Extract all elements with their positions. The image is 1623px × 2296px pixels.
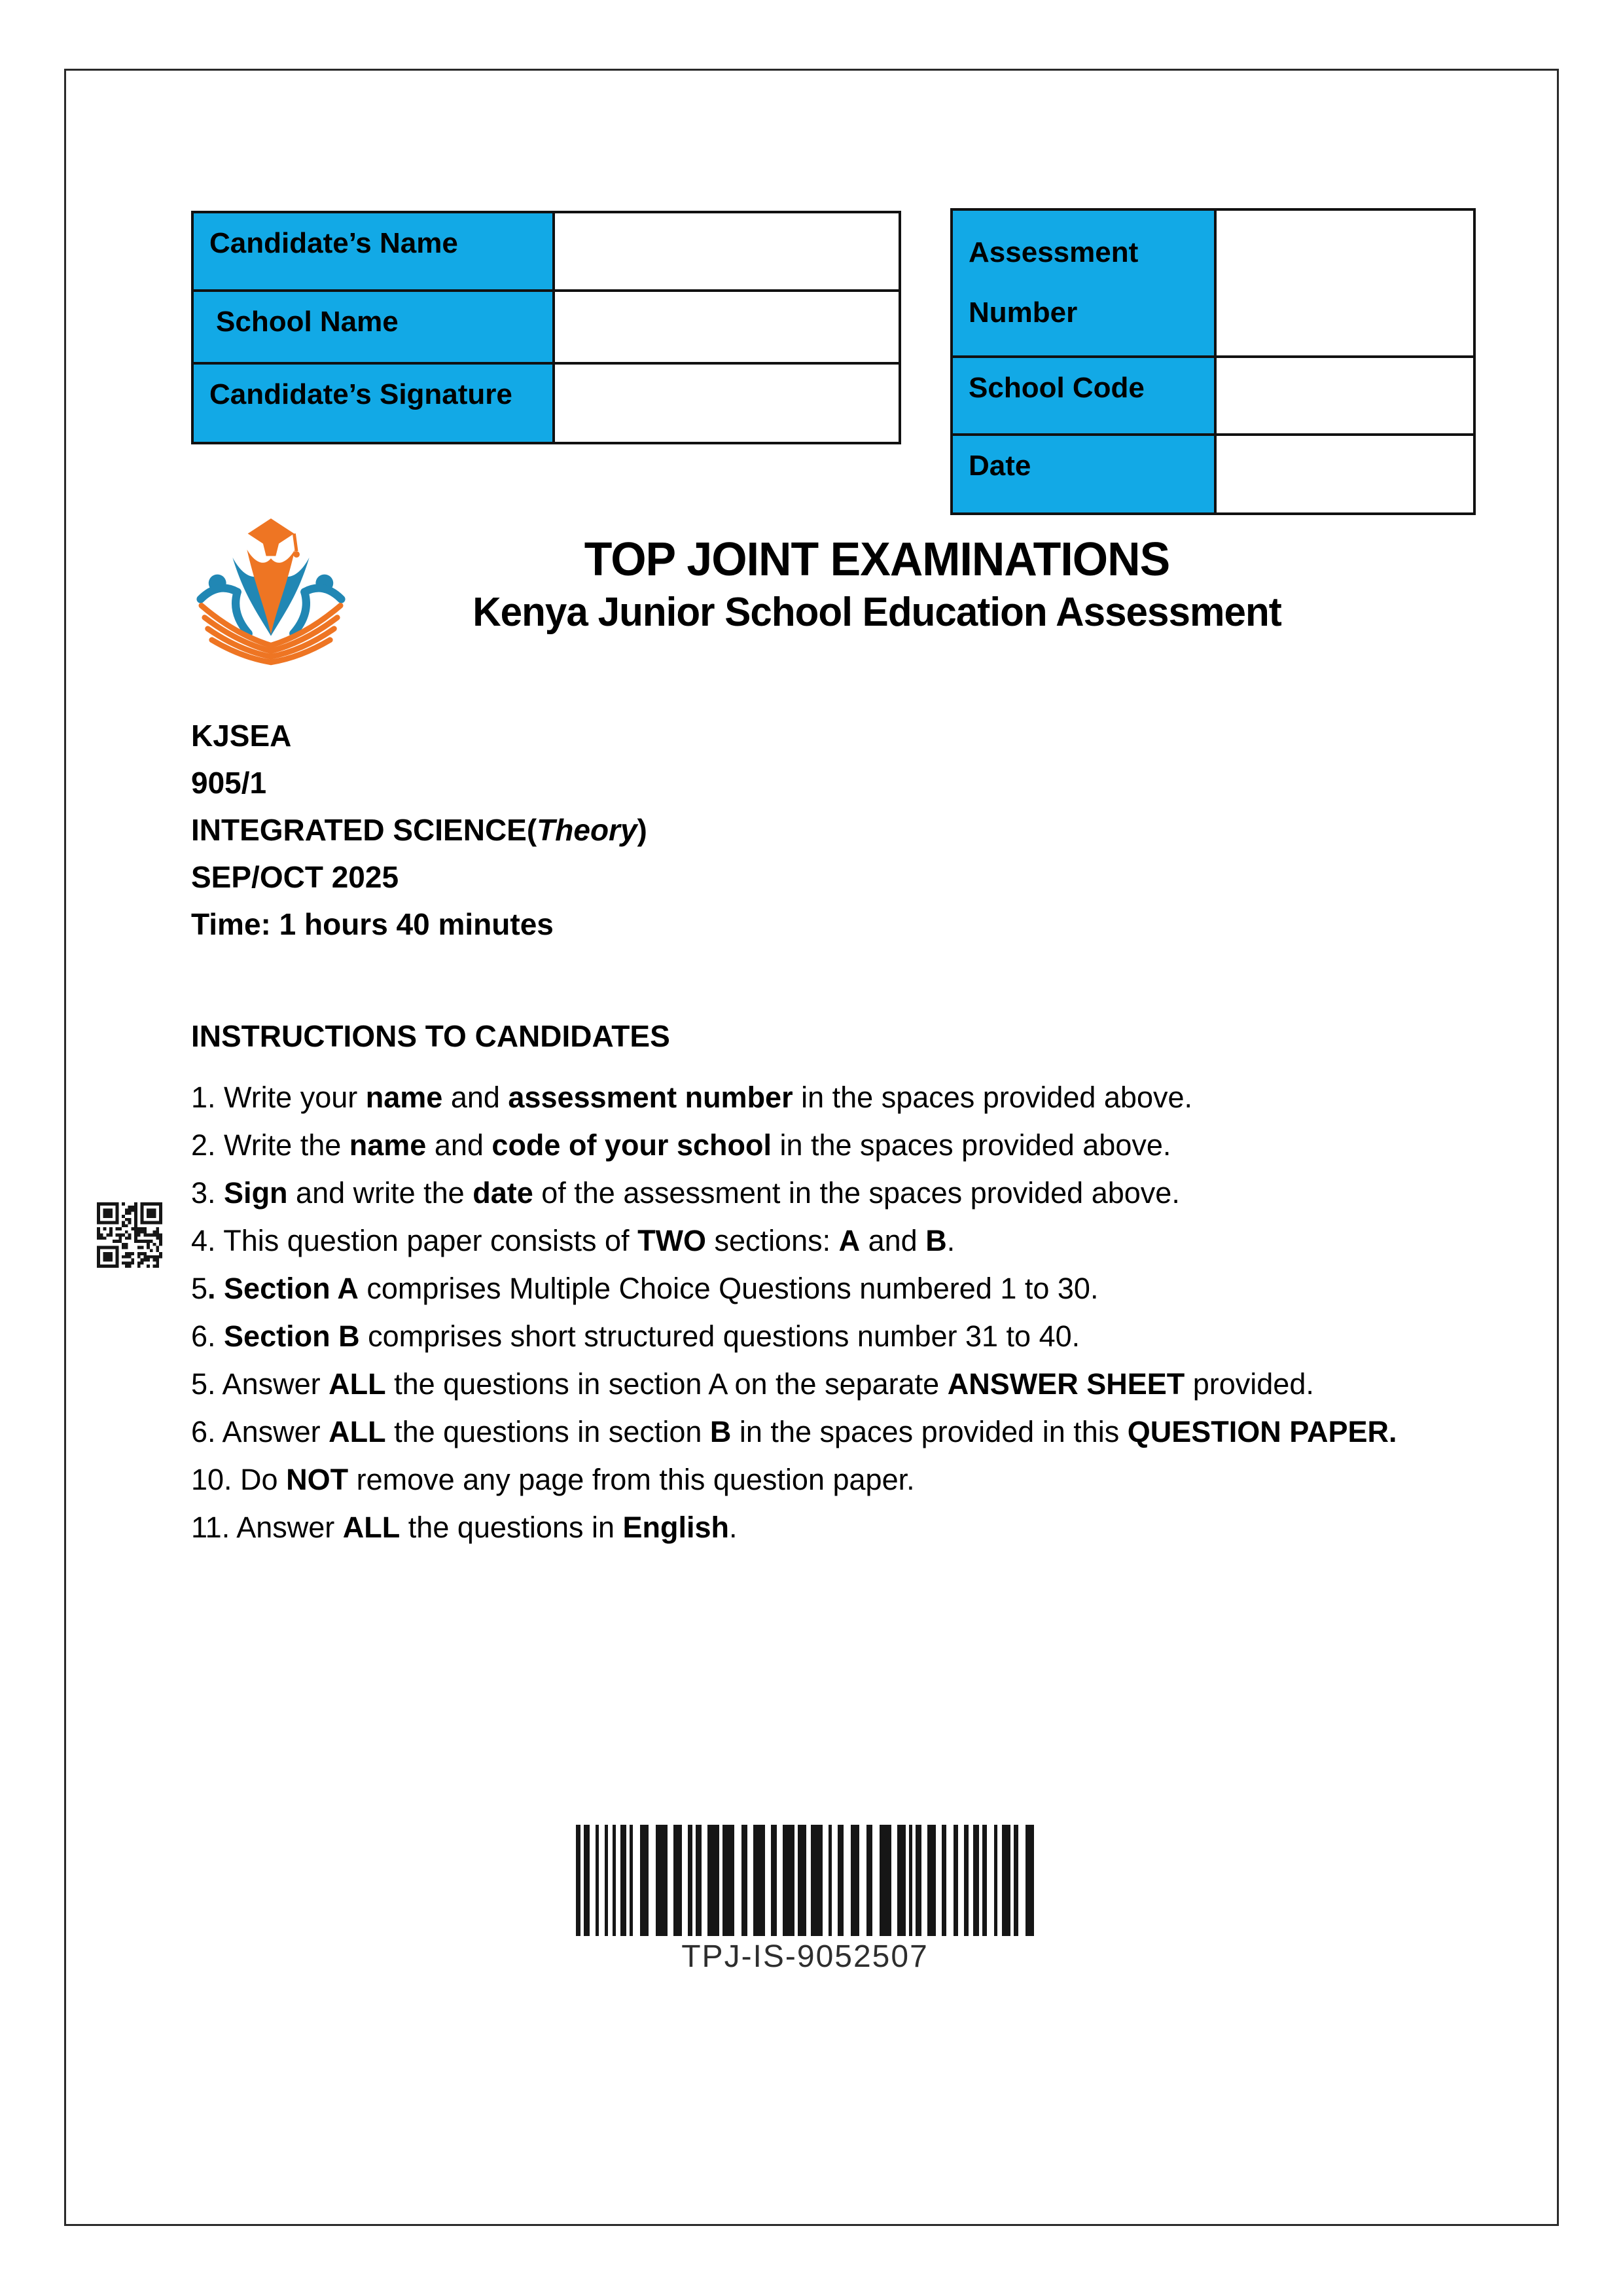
barcode-icon <box>576 1825 1034 1936</box>
header <box>294 531 1459 637</box>
candidate-name-field[interactable] <box>554 212 900 291</box>
date-field[interactable] <box>1215 435 1474 514</box>
candidate-name-label: Candidate’s Name <box>192 212 554 291</box>
barcode-block <box>576 1825 1034 1975</box>
school-code-field[interactable] <box>1215 357 1474 435</box>
exam-detail-line: KJSEA <box>191 719 292 753</box>
exam-detail-line: Time: 1 hours 40 minutes <box>191 907 554 941</box>
instructions-section <box>191 1013 1474 1551</box>
school-name-label: School Name <box>192 291 554 363</box>
candidate-info-table <box>191 211 901 444</box>
page-subtitle: Kenya Junior School Education Assessment <box>473 590 1281 635</box>
instruction-item: 5. Answer ALL the questions in section A on the separate ANSWER SHEET provided. <box>191 1367 1314 1401</box>
assessment-info-table <box>950 208 1476 515</box>
instruction-item: 10. Do NOT remove any page from this question paper. <box>191 1463 915 1496</box>
date-label: Date <box>952 435 1215 514</box>
barcode-value: TPJ-IS-9052507 <box>681 1939 929 1974</box>
qr-code-icon <box>97 1200 162 1270</box>
school-code-label: School Code <box>952 357 1215 435</box>
instructions-list <box>191 1073 1474 1551</box>
instruction-item: 6. Section B comprises short structured questions number 31 to 40. <box>191 1319 1080 1353</box>
instructions-heading: INSTRUCTIONS TO CANDIDATES <box>191 1019 670 1053</box>
assessment-number-label: Assessment Number <box>952 209 1215 357</box>
instruction-item: 4. This question paper consists of TWO sections: A and B. <box>191 1224 955 1257</box>
exam-detail-line: INTEGRATED SCIENCE(Theory) <box>191 813 647 847</box>
instruction-item: 1. Write your name and assessment number in the spaces provided above. <box>191 1081 1193 1114</box>
instruction-item: 6. Answer ALL the questions in section B in the spaces provided in this QUESTION PAPER. <box>191 1415 1397 1448</box>
instruction-item: 11. Answer ALL the questions in English. <box>191 1511 738 1544</box>
instruction-item: 3. Sign and write the date of the assessment in the spaces provided above. <box>191 1176 1180 1210</box>
exam-detail-line: 905/1 <box>191 766 267 800</box>
exam-details <box>191 712 647 948</box>
instruction-item: 5. Section A comprises Multiple Choice Questions numbered 1 to 30. <box>191 1272 1099 1305</box>
page-title: TOP JOINT EXAMINATIONS <box>584 533 1170 586</box>
assessment-number-field[interactable] <box>1215 209 1474 357</box>
candidate-signature-field[interactable] <box>554 363 900 443</box>
candidate-signature-label: Candidate’s Signature <box>192 363 554 443</box>
instruction-item: 2. Write the name and code of your school in the spaces provided above. <box>191 1128 1171 1162</box>
school-name-field[interactable] <box>554 291 900 363</box>
exam-detail-line: SEP/OCT 2025 <box>191 860 399 894</box>
